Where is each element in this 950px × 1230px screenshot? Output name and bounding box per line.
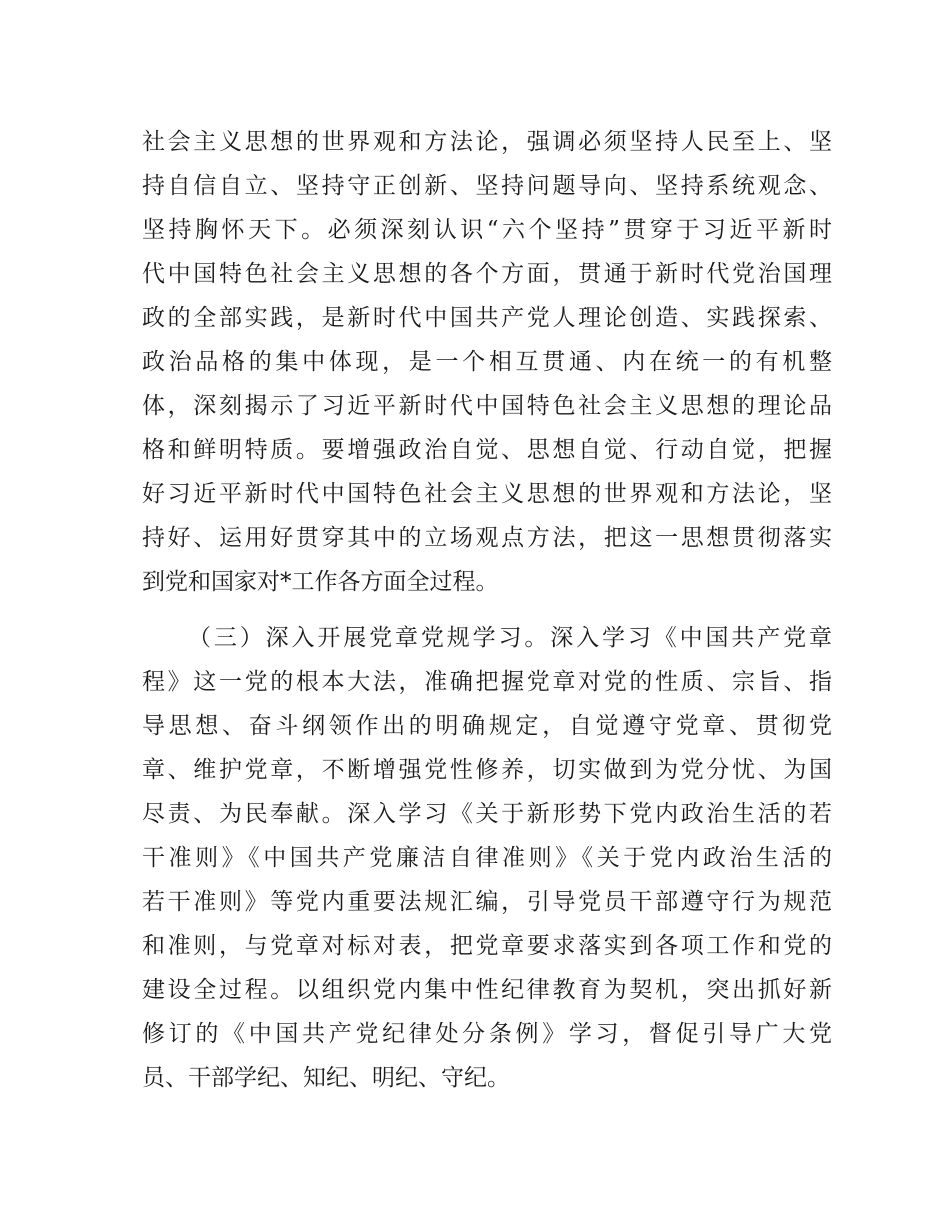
text-line: 到党和国家对*工作各方面全过程。: [142, 569, 499, 595]
text-line: 和准则，与党章对标对表，把党章要求落实到各项工作和党的: [142, 933, 832, 959]
text-line: 若干准则》等党内重要法规汇编，引导党员干部遵守行为规范: [142, 889, 832, 915]
text-line: 尽责、为民奉献。深入学习《关于新形势下党内政治生活的若: [142, 801, 832, 827]
text-line: 持自信自立、坚持守正创新、坚持问题导向、坚持系统观念、: [142, 173, 832, 199]
paragraph-1: [142, 120, 832, 604]
text-line: 持好、运用好贯穿其中的立场观点方法，把这一思想贯彻落实: [142, 525, 832, 551]
text-line: 建设全过程。以组织党内集中性纪律教育为契机，突出抓好新: [142, 977, 832, 1003]
text-line: （三）深入开展党章党规学习。深入学习《中国共产党章: [188, 625, 832, 651]
text-line: 格和鲜明特质。要增强政治自觉、思想自觉、行动自觉，把握: [142, 437, 832, 463]
text-line: 修订的《中国共产党纪律处分条例》学习，督促引导广大党: [142, 1021, 832, 1047]
paragraph-2: [142, 616, 832, 1100]
text-line: 坚持胸怀天下。必须深刻认识“六个坚持”贯穿于习近平新时: [142, 217, 832, 243]
text-line: 干准则》《中国共产党廉洁自律准则》《关于党内政治生活的: [142, 845, 832, 871]
text-line: 政治品格的集中体现，是一个相互贯通、内在统一的有机整: [142, 349, 832, 375]
text-line: 政的全部实践，是新时代中国共产党人理论创造、实践探索、: [142, 305, 832, 331]
text-line: 程》这一党的根本大法，准确把握党章对党的性质、宗旨、指: [142, 669, 832, 695]
document-body: [142, 120, 832, 1100]
text-line: 代中国特色社会主义思想的各个方面，贯通于新时代党治国理: [142, 261, 832, 287]
text-line: 导思想、奋斗纲领作出的明确规定，自觉遵守党章、贯彻党: [142, 713, 832, 739]
text-line: 好习近平新时代中国特色社会主义思想的世界观和方法论，坚: [142, 481, 832, 507]
text-line: 员、干部学纪、知纪、明纪、守纪。: [142, 1065, 510, 1091]
paragraph-spacer: [142, 604, 832, 616]
text-line: 体，深刻揭示了习近平新时代中国特色社会主义思想的理论品: [142, 393, 832, 419]
text-line: 社会主义思想的世界观和方法论，强调必须坚持人民至上、坚: [142, 129, 832, 155]
text-line: 章、维护党章，不断增强党性修养，切实做到为党分忧、为国: [142, 757, 832, 783]
